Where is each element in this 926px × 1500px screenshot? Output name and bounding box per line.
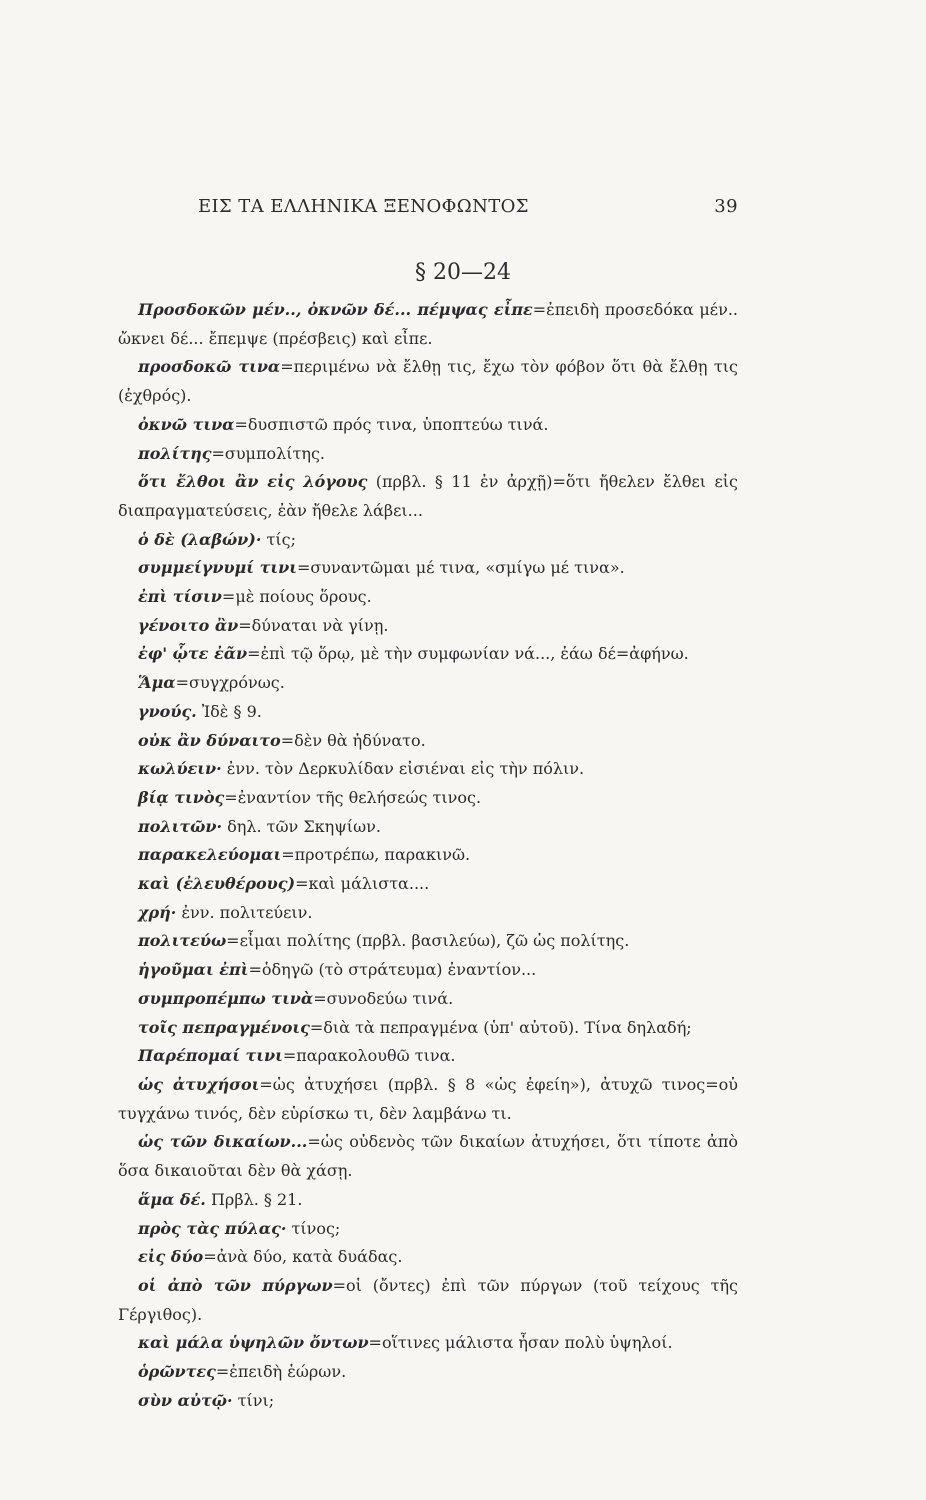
entry-lemma: ὡς τῶν δικαίων... [138, 1132, 308, 1152]
commentary-entry [118, 1387, 738, 1416]
entry-lemma: πρὸς τὰς πύλας· [138, 1218, 287, 1238]
entry-lemma: πολίτης [138, 443, 212, 463]
entry-lemma: Ἅμα [138, 673, 176, 693]
entry-lemma: ὁρῶντες [138, 1362, 216, 1382]
commentary-entry [118, 1272, 738, 1329]
commentary-entry [118, 554, 738, 583]
section-heading: § 20—24 [415, 260, 511, 285]
commentary-entry [118, 468, 738, 525]
entry-lemma: σὺν αὐτῷ· [138, 1390, 233, 1410]
entry-text: Πρβλ. § 21. [205, 1189, 303, 1209]
entry-text: =περιμένω νὰ ἔλθῃ τις, ἔχω τὸν φόβον ὅτι θὰ ἔλθῃ τις (ἐχθρός). [118, 357, 738, 406]
entry-lemma: πολιτῶν· [138, 816, 223, 836]
commentary-entry [118, 1014, 738, 1043]
entry-text: Ἰδὲ § 9. [196, 701, 262, 721]
entry-text: =συγχρόνως. [175, 673, 285, 693]
commentary-entry [118, 927, 738, 956]
entry-lemma: τοῖς πεπραγμένοις [138, 1017, 310, 1037]
commentary-entry [118, 1358, 738, 1387]
entry-text: =συνοδεύω τινά. [313, 988, 454, 1008]
entry-lemma: ὁ δὲ (λαβών)· [138, 529, 262, 549]
entry-text: =δύναται νὰ γίνῃ. [238, 615, 389, 635]
entry-text: τίνι; [232, 1390, 275, 1410]
commentary-entry [118, 1329, 738, 1358]
entry-lemma: ἡγοῦμαι ἐπὶ [138, 960, 249, 980]
entry-lemma: πολιτεύω [138, 931, 227, 951]
entry-text: =ἐπειδὴ προσεδόκα μέν.. ὤκνει δέ... ἔπεμψε (πρέσβεις) καὶ εἶπε. [118, 300, 738, 348]
entry-lemma: βίᾳ τινὸς [138, 787, 225, 807]
entry-text: ἐνν. πολιτεύειν. [176, 902, 313, 922]
entry-text: =ἀνὰ δύο, κατὰ δυάδας. [203, 1247, 403, 1267]
commentary-entry [118, 1042, 738, 1071]
entry-lemma: γνούς. [138, 701, 197, 721]
entry-lemma: ἅμα δέ. [138, 1189, 206, 1209]
commentary-entry [118, 1215, 738, 1244]
entry-lemma: γένοιτο ἂν [138, 615, 239, 635]
entry-text: =διὰ τὰ πεπραγμένα (ὑπ' αὐτοῦ). Τίνα δηλαδή; [309, 1017, 692, 1037]
entry-text: τίς; [261, 529, 296, 549]
entry-text: =εἶμαι πολίτης (πρβλ. βασιλεύω), ζῶ ὡς πολίτης. [226, 931, 630, 951]
entry-text: =ἐπὶ τῷ ὅρῳ, μὲ τὴν συμφωνίαν νά..., ἐάω δέ=ἀφήνω. [247, 644, 689, 664]
commentary-entry [118, 1186, 738, 1215]
commentary-entry [118, 985, 738, 1014]
entry-lemma: ἐπὶ τίσιν [138, 587, 222, 607]
entry-text: δηλ. τῶν Σκηψίων. [222, 816, 381, 836]
entry-lemma: παρακελεύομαι [138, 845, 282, 865]
entry-text: =συμπολίτης. [211, 443, 325, 463]
commentary-entry [118, 956, 738, 985]
commentary-entry [118, 899, 738, 928]
commentary-entry [118, 841, 738, 870]
commentary-entry [118, 296, 738, 353]
commentary-entry [118, 1071, 738, 1128]
entry-lemma: καὶ μάλα ὑψηλῶν ὄντων [138, 1333, 369, 1353]
commentary-entry [118, 784, 738, 813]
commentary-body [118, 296, 738, 1415]
entry-text: =ὡς ἀτυχήσει (πρβλ. § 8 «ὡς ἐφείη»), ἀτυχῶ τινος=οὐ τυγχάνω τινός, δὲν εὑρίσκω τι, δὲν λαμβάνω τι. [118, 1074, 738, 1123]
commentary-entry [118, 870, 738, 899]
entry-lemma: Προσδοκῶν μέν.., ὀκνῶν δέ... πέμψας εἶπε [138, 300, 533, 319]
entry-text: τίνος; [286, 1218, 341, 1238]
commentary-entry [118, 440, 738, 469]
commentary-entry [118, 612, 738, 641]
entry-lemma: ὀκνῶ τινα [138, 414, 235, 434]
commentary-entry [118, 727, 738, 756]
entry-text: =παρακολουθῶ τινα. [282, 1046, 456, 1066]
commentary-entry [118, 526, 738, 555]
commentary-entry [118, 411, 738, 440]
entry-text: =προτρέπω, παρακινῶ. [281, 845, 471, 865]
entry-lemma: προσδοκῶ τινα [138, 357, 281, 377]
commentary-entry [118, 755, 738, 784]
entry-lemma: συμμείγνυμί τινι [138, 558, 297, 578]
commentary-entry [118, 583, 738, 612]
entry-lemma: καὶ (ἐλευθέρους) [138, 874, 296, 894]
running-title: ΕΙΣ ΤΑ ΕΛΛΗΝΙΚΑ ΞΕΝΟΦΩΝΤΟΣ [198, 196, 529, 217]
entry-lemma: κωλύειν· [138, 759, 222, 779]
entry-text: (πρβλ. § 11 ἐν ἀρχῇ)=ὅτι ἤθελεν ἔλθει εἰς διαπραγματεύσεις, ἐὰν ἤθελε λάβει... [118, 472, 738, 520]
commentary-entry [118, 353, 738, 410]
commentary-entry [118, 1243, 738, 1272]
commentary-entry [118, 698, 738, 727]
entry-text: =καὶ μάλιστα.... [295, 874, 430, 894]
entry-lemma: Παρέπομαί τινι [138, 1046, 283, 1066]
entry-text: =οἵτινες μάλιστα ἦσαν πολὺ ὑψηλοί. [368, 1333, 673, 1353]
entry-lemma: οἱ ἀπὸ τῶν πύργων [138, 1275, 333, 1295]
commentary-entry [118, 813, 738, 842]
commentary-entry [118, 1128, 738, 1185]
commentary-entry [118, 640, 738, 669]
entry-text: =δυσπιστῶ πρός τινα, ὑποπτεύω τινά. [234, 414, 549, 434]
page-number: 39 [714, 196, 738, 217]
entry-lemma: οὐκ ἂν δύναιτο [138, 730, 281, 750]
entry-text: =συναντῶμαι μέ τινα, «σμίγω μέ τινα». [296, 558, 625, 578]
entry-lemma: ὡς ἀτυχήσοι [138, 1074, 260, 1094]
entry-text: =ὡς οὐδενὸς τῶν δικαίων ἀτυχήσει, ὅτι τίποτε ἀπὸ ὅσα δικαιοῦται δὲν θὰ χάσῃ. [118, 1132, 738, 1181]
entry-text: =μὲ ποίους ὅρους. [221, 587, 372, 607]
entry-lemma: ἐφ' ᾧτε ἐᾶν [138, 644, 248, 664]
entry-text: =ἐπειδὴ ἑώρων. [215, 1362, 347, 1382]
entry-text: =οἱ (ὄντες) ἐπὶ τῶν πύργων (τοῦ τείχους τῆς Γέργιθος). [118, 1275, 739, 1324]
entry-lemma: χρή· [138, 902, 177, 922]
entry-lemma: εἰς δύο [138, 1247, 204, 1267]
entry-lemma: ὅτι ἔλθοι ἂν εἰς λόγους [138, 472, 368, 492]
entry-lemma: συμπροπέμπω τινὰ [138, 988, 314, 1008]
entry-text: =δὲν θὰ ἠδύνατο. [280, 730, 426, 750]
commentary-entry [118, 669, 738, 698]
entry-text: =ἐναντίον τῆς θελήσεώς τινος. [224, 787, 482, 807]
entry-text: ἐνν. τὸν Δερκυλίδαν εἰσιέναι εἰς τὴν πόλιν. [221, 759, 585, 779]
entry-text: =ὁδηγῶ (τὸ στράτευμα) ἐναντίον... [248, 960, 537, 980]
